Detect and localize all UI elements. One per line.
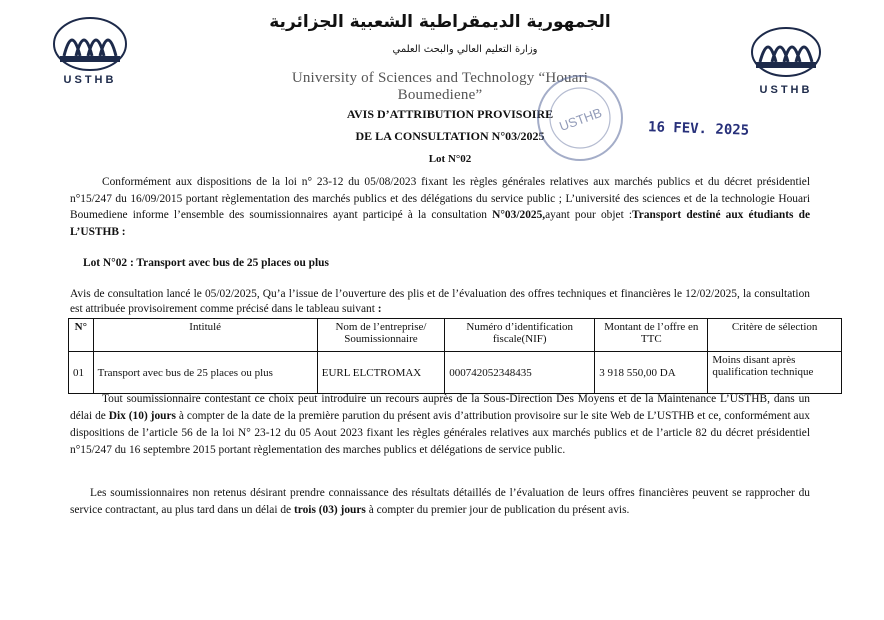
award-colon: : bbox=[377, 303, 382, 315]
cell-nif: 000742052348435 bbox=[445, 352, 595, 394]
results-text-1: Les soumissionnaires non retenus désirant prendre connaissance des résultats détaillés de l’évaluation de leurs offres financières peuvent se rapprocher du service contractant, au plus tard dans un délai de bbox=[70, 487, 810, 516]
award-text: Avis de consultation lancé le 05/02/2025, Qu’a l’issue de l’ouverture des plis et de l’évaluation des offres techniques et financières le 12/02/2025, la consultation est attribuée provisoirement comme précisé dans le tableau suivant bbox=[70, 288, 810, 315]
col-header-title: Intitulé bbox=[93, 319, 317, 352]
usthb-emblem-icon bbox=[50, 14, 130, 74]
official-seal bbox=[534, 72, 626, 164]
lot-number: Lot N°02 bbox=[428, 153, 472, 165]
col-header-company: Nom de l’entreprise/ Soumissionnaire bbox=[317, 319, 444, 352]
arabic-ministry: وزارة التعليم العالي والبحث العلمي bbox=[392, 44, 538, 55]
appeal-text-2: à compter de la date de la première parution du présent avis d’attribution provisoire sur le site Web de L’USTHB et ce, conformément aux dispositions de l’article 56 de la loi N° 23-12 du 05 Aout 2023 fixant les règles générales relatives aux marchés publics et de l’article 82 du décret présidentiel n°15/247 du 16 septembre 2015 portant règlementation des marches publics et délégations de service public. bbox=[70, 410, 810, 456]
university-name: University of Sciences and Technology “Houari Boumediene” bbox=[291, 70, 589, 103]
arabic-republic-title: الجمهورية الديمقراطية الشعبية الجزائرية bbox=[269, 12, 611, 32]
col-header-amount: Montant de l’offre en TTC bbox=[595, 319, 708, 352]
logo-text-left: USTHB bbox=[63, 74, 117, 86]
results-text-2: à compter du premier jour de publication du présent avis. bbox=[365, 504, 630, 516]
cell-amount: 3 918 550,00 DA bbox=[595, 352, 708, 394]
lot-heading: Lot N°02 : Transport avec bus de 25 places ou plus bbox=[83, 257, 329, 269]
consultation-number: DE LA CONSULTATION N°03/2025 bbox=[355, 129, 545, 143]
table-row bbox=[69, 352, 842, 394]
usthb-logo-left bbox=[50, 14, 130, 86]
col-header-number: N° bbox=[69, 319, 94, 352]
intro-paragraph bbox=[70, 174, 810, 240]
notice-title: AVIS D’ATTRIBUTION PROVISOIRE bbox=[346, 107, 554, 121]
usthb-emblem-icon bbox=[746, 24, 826, 80]
award-table bbox=[68, 318, 842, 394]
consultation-object: Transport destiné aux étudiants de L’USTHB : bbox=[70, 209, 810, 238]
results-paragraph bbox=[70, 485, 810, 519]
appeal-paragraph bbox=[70, 391, 810, 459]
cell-title: Transport avec bus de 25 places ou plus bbox=[93, 352, 317, 394]
intro-text: Conformément aux dispositions de la loi n° 23-12 du 05/08/2023 fixant les règles générales relatives aux marchés publics et du décret présidentiel n°15/247 du 16/09/2015 portant règlementation des marchés publics et des délégations du service public ; L’université des sciences et de la technologie Houari Boumediene informe l’ensemble des soumissionnaires ayant participé à la consultation bbox=[70, 176, 810, 221]
seal-text: USTHB bbox=[557, 104, 604, 134]
cell-number: 01 bbox=[69, 352, 94, 394]
logo-text-right: USTHB bbox=[759, 84, 813, 96]
seal-stamp-icon bbox=[534, 72, 626, 164]
usthb-logo-right bbox=[746, 24, 826, 96]
cell-criteria: Moins disant après qualification technique bbox=[708, 352, 842, 394]
table-header-row bbox=[69, 319, 842, 352]
appeal-text-1: Tout soumissionnaire contestant ce choix peut introduire un recours auprès de la Sous-Direction Des Moyens et de la Maintenance L’USTHB, dans un délai de bbox=[70, 393, 810, 422]
appeal-deadline: Dix (10) jours bbox=[108, 410, 176, 422]
consultation-ref: N°03/2025, bbox=[492, 209, 546, 221]
date-stamp: 16 FEV. 2025 bbox=[647, 119, 750, 139]
intro-text-2: ayant pour objet : bbox=[545, 209, 633, 221]
col-header-nif: Numéro d’identification fiscale(NIF) bbox=[445, 319, 595, 352]
cell-company: EURL ELCTROMAX bbox=[317, 352, 444, 394]
results-deadline: trois (03) jours bbox=[293, 504, 366, 516]
col-header-criteria: Critère de sélection bbox=[708, 319, 842, 352]
award-paragraph bbox=[70, 287, 810, 317]
